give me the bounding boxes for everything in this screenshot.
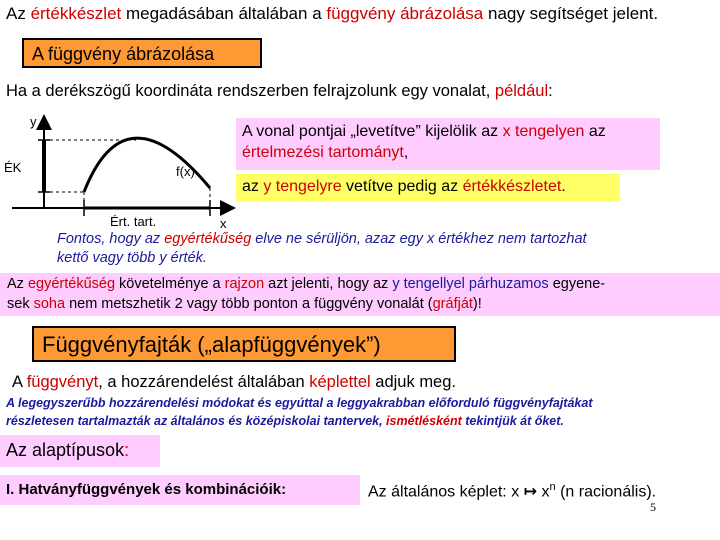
box-text: vetítve pedig az (341, 178, 463, 195)
intro-text: nagy segítséget jelent. (483, 4, 659, 23)
section-title-function-types (32, 326, 456, 362)
intro-text: Az (6, 4, 31, 23)
line-text: , a hozzárendelést általában (98, 373, 310, 391)
coordinate-text: : (548, 82, 553, 100)
band-text: Az (7, 276, 28, 292)
domain-term: értelmezési tartományt (242, 144, 404, 161)
band-text: azt jelenti, hogy az (264, 276, 393, 292)
band-term: rajzon (224, 276, 265, 292)
band-text: nem metszhetik 2 vagy több ponton a függvény vonalát ( (65, 296, 433, 312)
band-text: követelménye a (115, 276, 225, 292)
note-text: . (202, 250, 207, 266)
note-text: kettő vagy több y érték (57, 250, 203, 266)
coordinate-text: Ha a derékszögű koordináta rendszerben felrajzolunk egy vonalat, (6, 82, 495, 100)
line-text: adjuk meg. (370, 373, 456, 391)
note-text: egy x értékhez nem tartozhat (399, 231, 587, 247)
intro-text: megadásában általában a (121, 4, 327, 23)
note-term: egyértékűség (164, 231, 252, 247)
box-text: A vonal pontjai „levetítve” kijelölik az (242, 123, 503, 140)
example-word: például (494, 82, 549, 100)
note-text: elve ne sérüljön, azaz (251, 231, 400, 247)
function-label: f(x) (176, 164, 195, 179)
box-text: . (561, 178, 566, 195)
power-functions-box (0, 475, 360, 505)
heading-text: Az alaptípusok (6, 440, 125, 460)
formula-text: x (537, 483, 550, 501)
vertical-line-rule-band (0, 273, 720, 316)
single-valued-note (57, 230, 697, 268)
y-axis-label: y (30, 114, 37, 129)
section-title-text: A függvény ábrázolása (32, 44, 215, 64)
note-text: részletesen tartalmazták az általános és középiskolai tantervek, (6, 414, 387, 428)
formula-definition-line (12, 373, 456, 392)
note-text: Fontos, hogy az (57, 231, 165, 247)
function-term: függvényt (26, 373, 99, 391)
band-term: egyértékűség (27, 276, 116, 292)
maps-to-icon: ↦ (523, 483, 538, 501)
band-text: egyene- (548, 276, 606, 292)
range-label: ÉK (4, 160, 22, 175)
x-axis-term: x tengelyen (502, 123, 585, 140)
note-term: ismétlésként (386, 414, 462, 428)
formula-exponent: n (549, 481, 556, 493)
box-text: az (242, 178, 264, 195)
note-text: tekintjük át őket. (461, 414, 564, 428)
y-projection-box (236, 174, 620, 202)
intro-highlight-range: értékkészlet (30, 4, 122, 23)
function-graph (0, 106, 240, 246)
section-title-graphing (22, 38, 262, 68)
x-axis-label: x (220, 216, 227, 231)
box-text: az (584, 123, 606, 140)
x-projection-box (236, 118, 660, 170)
general-formula (368, 481, 656, 501)
band-term: soha (33, 296, 66, 312)
heading-colon: : (124, 440, 130, 460)
formula-text: Az általános képlet: x (368, 483, 524, 501)
band-term: y tengellyel párhuzamos (392, 276, 549, 292)
section-title-text: Függvényfajták („alapfüggvények”) (42, 332, 381, 357)
power-functions-label: I. Hatványfüggvények és kombinációik: (6, 481, 287, 498)
coordinate-line (6, 82, 553, 101)
note-text: A legegyszerűbb hozzárendelési módokat és egyúttal a leggyakrabban előforduló függvényfajtákat (6, 396, 593, 410)
band-text: )! (472, 296, 482, 312)
line-text: A (12, 373, 27, 391)
range-term: értékkészletet (462, 178, 562, 195)
basic-types-heading (0, 435, 160, 467)
page-number: 5 (650, 500, 656, 514)
intro-line (6, 4, 718, 24)
formula-term: képlettel (309, 373, 371, 391)
curriculum-note (6, 394, 718, 430)
intro-highlight-graph: függvény ábrázolása (326, 4, 484, 23)
box-text: , (403, 144, 409, 161)
band-term: gráfját (432, 296, 473, 312)
formula-text: (n racionális). (555, 483, 657, 501)
domain-label: Ért. tart. (110, 214, 157, 229)
y-axis-term: y tengelyre (263, 178, 342, 195)
band-text: sek (7, 296, 34, 312)
